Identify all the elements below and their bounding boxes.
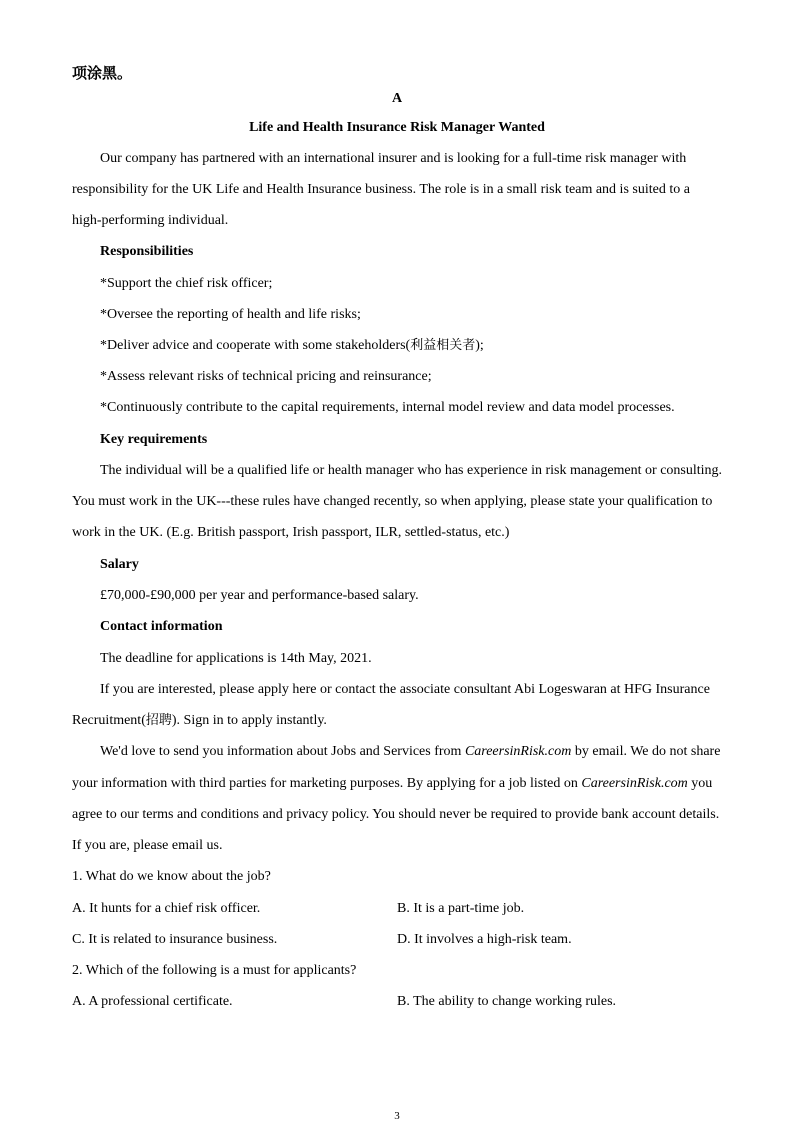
recruitment-gloss: 招聘 <box>145 713 172 728</box>
notice-line-1 <box>100 743 720 761</box>
notice-text: you <box>687 776 713 791</box>
apply-line-1: If you are interested, please apply here or contact the associate consultant Abi Logeswaran at HFG Insurance <box>100 682 710 697</box>
q2-option-b: B. The ability to change working rules. <box>397 994 617 1009</box>
article-title: Life and Health Insurance Risk Manager Wanted <box>249 120 545 135</box>
responsibility-item: *Support the chief risk officer; <box>100 276 273 291</box>
q1-option-d: D. It involves a high-risk team. <box>397 932 572 947</box>
requirements-line-1: The individual will be a qualified life or health manager who has experience in risk management or consulting. <box>100 463 723 478</box>
responsibility-item: *Continuously contribute to the capital requirements, internal model review and data model processes. <box>100 400 675 415</box>
q1-option-a: A. It hunts for a chief risk officer. <box>72 901 261 916</box>
notice-text: by email. We do not share <box>571 744 721 759</box>
q2-option-a: A. A professional certificate. <box>72 994 233 1009</box>
notice-line-4: If you are, please email us. <box>72 838 223 853</box>
responsibility-text-end: ); <box>475 338 484 353</box>
page-number: 3 <box>394 1110 400 1122</box>
apply-text-end: ). Sign in to apply instantly. <box>171 713 327 728</box>
salary-heading: Salary <box>100 557 139 572</box>
site-name: CareersinRisk.com <box>581 776 688 791</box>
responsibilities-heading: Responsibilities <box>100 244 194 259</box>
notice-text: We'd love to send you information about Jobs and Services from <box>100 744 465 759</box>
requirements-line-3: work in the UK. (E.g. British passport, Irish passport, ILR, settled-status, etc.) <box>72 525 510 540</box>
deadline-text: The deadline for applications is 14th May, 2021. <box>100 651 372 666</box>
key-requirements-heading: Key requirements <box>100 432 208 447</box>
notice-line-3: agree to our terms and conditions and privacy policy. You should never be required to provide bank account details. <box>72 807 720 822</box>
q1-option-b: B. It is a part-time job. <box>397 901 525 916</box>
requirements-line-2: You must work in the UK---these rules have changed recently, so when applying, please state your qualification to <box>72 494 713 509</box>
responsibility-item: *Assess relevant risks of technical pricing and reinsurance; <box>100 369 432 384</box>
responsibility-text: *Deliver advice and cooperate with some stakeholders( <box>100 338 411 353</box>
site-name: CareersinRisk.com <box>464 744 572 759</box>
stakeholders-gloss: 利益相关者 <box>410 338 476 353</box>
question-2: 2. Which of the following is a must for applicants? <box>72 963 357 978</box>
intro-line-1: Our company has partnered with an international insurer and is looking for a full-time risk manager with <box>100 151 687 166</box>
responsibility-item <box>100 337 484 355</box>
intro-line-3: high-performing individual. <box>72 213 229 228</box>
apply-line-2 <box>72 712 327 730</box>
q1-option-c: C. It is related to insurance business. <box>72 932 278 947</box>
notice-line-2 <box>72 775 712 793</box>
question-1: 1. What do we know about the job? <box>72 869 271 884</box>
section-letter: A <box>391 91 403 106</box>
header-fragment: 项涂黑。 <box>72 64 133 82</box>
salary-text: £70,000-£90,000 per year and performance-based salary. <box>100 588 419 603</box>
apply-text: Recruitment( <box>72 713 146 728</box>
contact-heading: Contact information <box>100 619 223 634</box>
responsibility-item: *Oversee the reporting of health and life risks; <box>100 307 361 322</box>
intro-line-2: responsibility for the UK Life and Health Insurance business. The role is in a small risk team and is suited to a <box>72 182 690 197</box>
notice-text: your information with third parties for marketing purposes. By applying for a job listed on <box>72 776 582 791</box>
